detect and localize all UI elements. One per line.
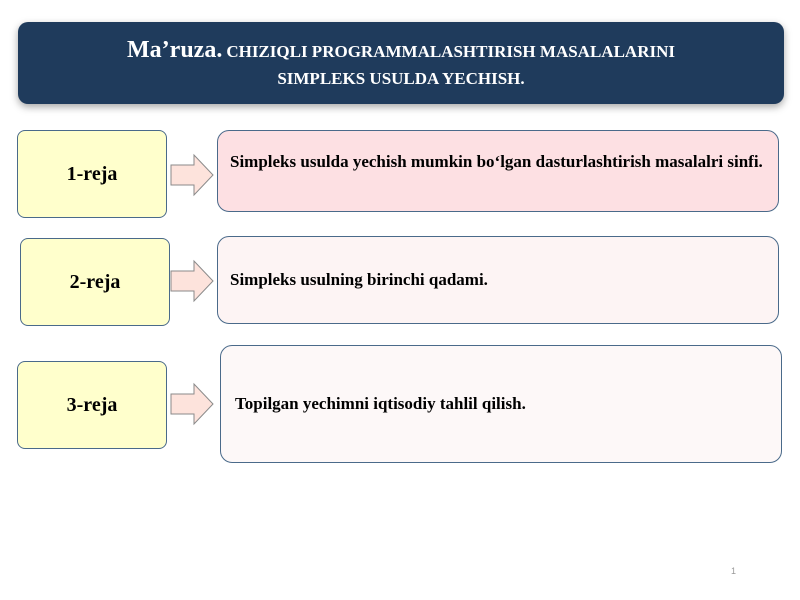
arrow-right-icon [170,382,214,426]
plan-2-label: 2-reja [20,238,170,326]
title-line-1 [127,36,675,67]
plan-2-description: Simpleks usulning birinchi qadami. [217,236,779,324]
plan-3-description: Topilgan yechimni iqtisodiy tahlil qilish. [220,345,782,463]
arrow-right-icon [170,153,214,197]
title-main: Ma’ruza. [127,36,223,63]
title-rest: CHIZIQLI PROGRAMMALASHTIRISH MASALALARINI [226,41,675,61]
page-number: 1 [730,566,736,576]
title-line-2: SIMPLEKS USULDA YECHISH. [277,68,525,88]
plan-1-label: 1-reja [17,130,167,218]
title-banner [18,22,784,104]
plan-1-description: Simpleks usulda yechish mumkin bo‘lgan dasturlashtirish masalalri sinfi. [217,130,779,212]
plan-3-label: 3-reja [17,361,167,449]
arrow-right-icon [170,259,214,303]
